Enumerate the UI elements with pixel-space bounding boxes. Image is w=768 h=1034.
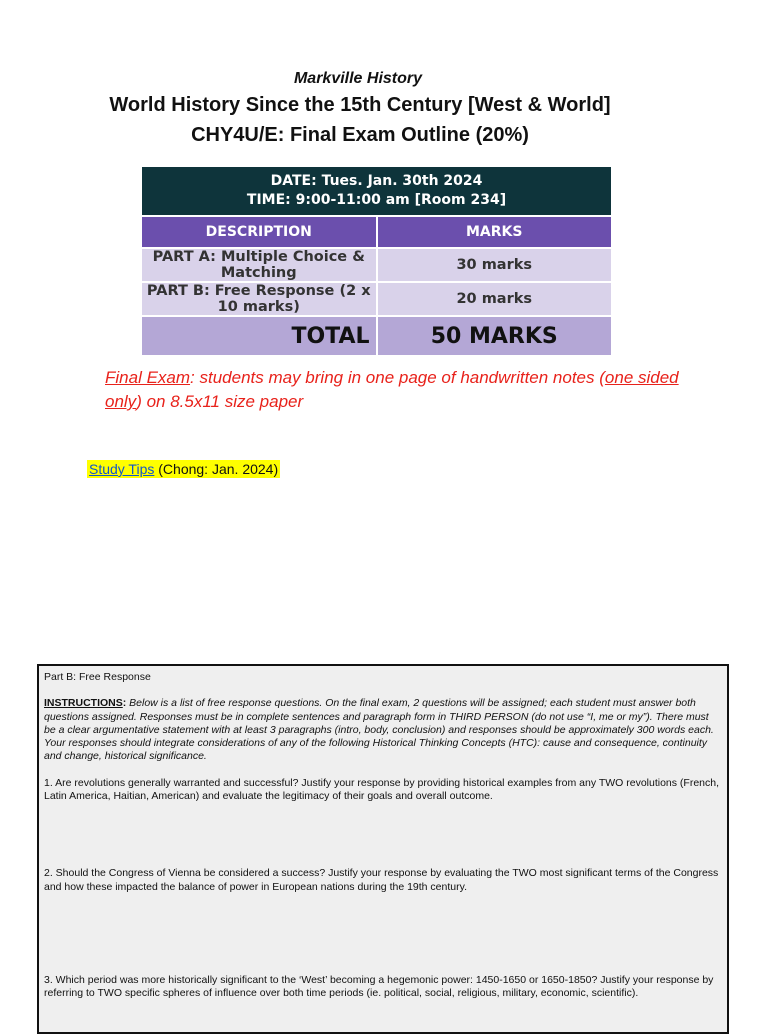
- study-tips-link[interactable]: Study Tips: [89, 461, 155, 477]
- total-label: TOTAL: [141, 316, 377, 356]
- total-marks: 50 MARKS: [377, 316, 613, 356]
- part-a-marks: 30 marks: [377, 248, 613, 282]
- table-header-row: [141, 216, 612, 248]
- total-row: [141, 316, 612, 356]
- part-b-box: [37, 664, 729, 1034]
- marks-header: MARKS: [377, 216, 613, 248]
- question-2: 2. Should the Congress of Vienna be considered a success? Justify your response by evaluating the TWO most significant terms of the Congress and how these impacted the balance of power in European nations during the 19th century.: [44, 867, 719, 893]
- note-text-2: ) on 8.5x11 size paper: [136, 392, 304, 411]
- date-time-cell: [141, 166, 612, 216]
- note-underlined: one sided only: [105, 368, 679, 411]
- table-row: [141, 248, 612, 282]
- instructions-label: INSTRUCTIONS: [44, 697, 123, 710]
- part-b-marks: 20 marks: [377, 282, 613, 316]
- note-text-1: : students may bring in one page of handwritten notes (: [190, 368, 605, 387]
- exam-time: TIME: 9:00-11:00 am [Room 234]: [246, 192, 507, 208]
- school-name: Markville History: [293, 70, 423, 87]
- part-a-description: PART A: Multiple Choice & Matching: [141, 248, 377, 282]
- instructions-text: Below is a list of free response questions. On the final exam, 2 questions will be assigned; each student must answer both questions assigned. Responses must be in complete sentences and paragraph form in THIRD PERSON (do not use “I, me or my”). There must be a clear argumentative statement with at least 3 paragraphs (intro, body, conclusion) and responses should be approximately 300 words each. Your responses should integrate considerations of any of the following Historical Thinking Concepts (HTC): cause and consequence, continuity and change, historical significance.: [44, 697, 714, 763]
- study-tips-rest: (Chong: Jan. 2024): [154, 461, 279, 477]
- exam-outline-table: [140, 165, 613, 357]
- instructions: INSTRUCTIONS: Below is a list of free response questions. On the final exam, 2 questions will be assigned; each student must answer both questions assigned. Responses must be in complete sentences and paragraph form in THIRD PERSON (do not use “I, me or my”). There must be a clear argumentative statement with at least 3 paragraphs (intro, body, conclusion) and responses should be approximately 300 words each. Your responses should integrate considerations of any of the following Historical Thinking Concepts (HTC): cause and consequence, continuity and change, historical significance.: [44, 697, 714, 763]
- question-1: 1. Are revolutions generally warranted and successful? Justify your response by providing historical examples from any TWO revolutions (French, Latin America, Haitian, American) and evaluate the legitimacy of their goals and overall outcome.: [44, 776, 720, 803]
- study-tips-line: [87, 460, 280, 478]
- description-header: DESCRIPTION: [141, 216, 377, 248]
- question-3: 3. Which period was more historically significant to the ‘West’ becoming a hegemonic power: 1450-1650 or 1650-1850? Justify your response by referring to TWO specific spheres of influence over both time periods (ie. political, social, religious, military, economic, scientific).: [44, 973, 714, 1000]
- course-title: World History Since the 15th Century [West & World]: [109, 94, 611, 116]
- exam-date: DATE: Tues. Jan. 30th 2024: [270, 173, 483, 189]
- part-b-description: PART B: Free Response (2 x 10 marks): [141, 282, 377, 316]
- date-time-row: [141, 166, 612, 216]
- table-row: [141, 282, 612, 316]
- part-b-heading: Part B: Free Response: [44, 671, 151, 683]
- exam-title: CHY4U/E: Final Exam Outline (20%): [191, 124, 529, 146]
- final-exam-link[interactable]: Final Exam: [105, 368, 191, 387]
- exam-notes-policy: [105, 366, 690, 414]
